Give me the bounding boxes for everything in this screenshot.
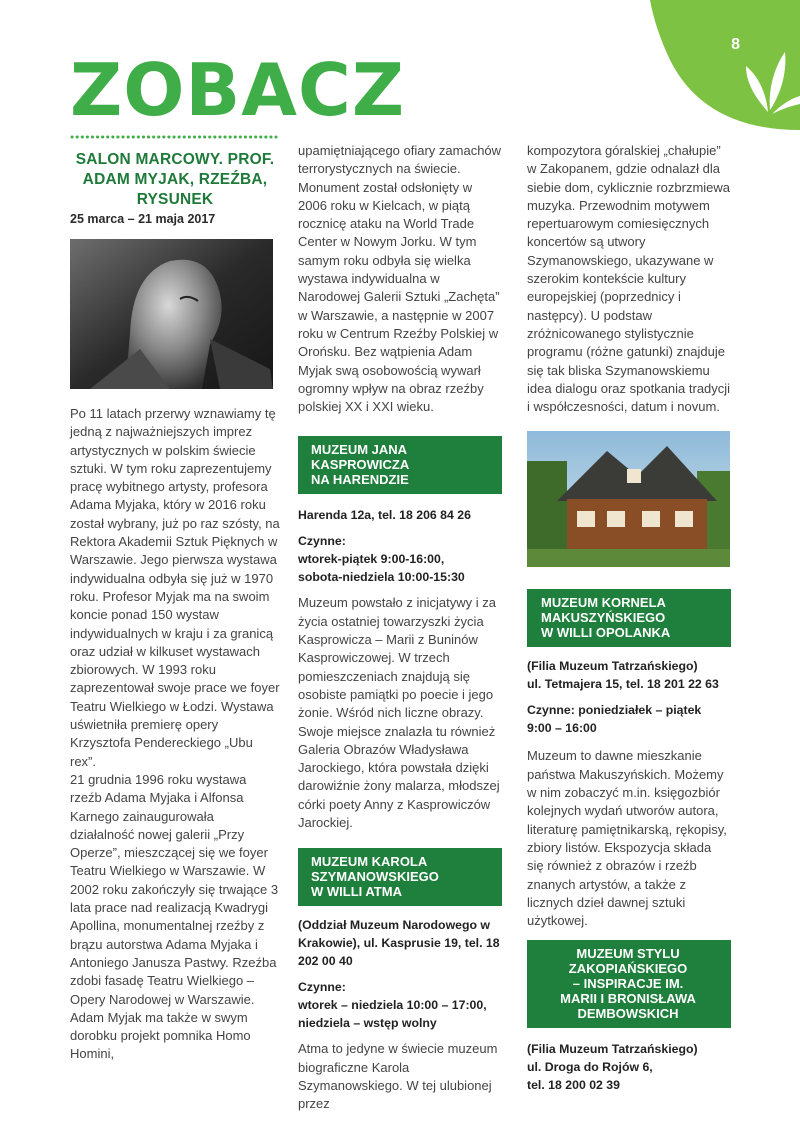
museum-description-continued: kompozytora góralskiej „chałupie” w Zakopanem, gdzie odnalazł dla siebie dom, cyklicznie rozbrzmiewa muzyka. Przewodnim motywem repertuarowym comiesięcznych koncertów są utwory Szymanowskiego, ukazywane w szerokim kontekście kultury europejskiej (poprzednicy i następcy). U podstaw zróżnicowanego stylistycznie programu (różne gatunki) znajduje się tak bliska Szymanowskiemu idea dialogu oraz spotkania tradycji i współczesności, datum i novum. [527, 143, 731, 415]
museum-name-line: MUZEUM KAROLA [311, 854, 428, 870]
museum-address: (Filia Muzeum Tatrzańskiego) ul. Tetmajera 15, tel. 18 201 22 63 [527, 659, 719, 692]
dotted-divider [70, 134, 278, 140]
museum-name-line: DEMBOWSKICH [577, 1006, 679, 1022]
event-description-continued: upamiętniającego ofiary zamachów terrorystycznych na świecie. Monument został odsłonięty w 2006 roku w Kielcach, w piątą rocznicę ataku na World Trade Center w Nowym Jorku. W tym samym roku odbyła się wielka wystawa indywidualna w Narodowej Galerii Sztuki „Zachęta” w Warszawie, a następnie w 2007 roku w Centrum Rzeźby Polskiej w Orońsku. Bez wątpienia Adam Myjak swą osobowością wywarł ogromny wpływ na obraz rzeźby polskiej XX i XXI wieku. [298, 143, 502, 415]
page-corner-tab [650, 0, 800, 130]
museum-name-line: KASPROWICZA [311, 457, 410, 473]
page-number: 8 [731, 36, 740, 53]
column-2 [298, 142, 502, 1114]
museum-hours: Czynne: poniedziałek – piątek 9:00 – 16:00 [527, 703, 702, 736]
museum-hours: Czynne: wtorek-piątek 9:00-16:00, sobota-niedziela 10:00-15:30 [298, 534, 465, 585]
museum-name-line: SZYMANOWSKIEGO [311, 869, 439, 885]
museum-name-line: NA HARENDZIE [311, 472, 409, 488]
museum-name-line: MUZEUM KORNELA [541, 595, 666, 611]
museum-hours: Czynne: wtorek – niedziela 10:00 – 17:00, niedziela – wstęp wolny [298, 980, 487, 1031]
museum-address: (Oddział Muzeum Narodowego w Krakowie), ul. Kasprusie 19, tel. 18 202 00 40 [298, 918, 500, 969]
museum-name-box [298, 848, 502, 906]
column-1 [70, 150, 280, 1064]
museum-name-line: MUZEUM STYLU [576, 946, 680, 962]
museum-address: Harenda 12a, tel. 18 206 84 26 [298, 508, 471, 523]
museum-name-box [527, 589, 731, 647]
museum-description: Muzeum to dawne mieszkanie państwa Makuszyńskich. Możemy w nim zobaczyć m.in. księgozbiór kolejnych wydań utworów autora, literaturę pamiętnikarską, rękopisy, zbiory listów. Ekspozycja składa się również z obrazów i rzeźb znanych artystów, a także z licznych dzieł dawnej sztuki użytkowej. [527, 748, 727, 929]
museum-name-line: W WILLI ATMA [311, 884, 402, 900]
event-dates: 25 marca – 21 maja 2017 [70, 212, 216, 226]
museum-name-line: MAKUSZYŃSKIEGO [541, 610, 666, 626]
museum-name-line: MUZEUM JANA [311, 442, 408, 458]
museum-address: (Filia Muzeum Tatrzańskiego) ul. Droga do Rojów 6, tel. 18 200 02 39 [527, 1042, 698, 1093]
event-description: Po 11 latach przerwy wznawiamy tę jedną z najważniejszych imprez artystycznych w polskim świecie sztuki. W tym roku zaprezentujemy pracę wybitnego artysty, profesora Adama Myjaka, który w 2016 roku został wybrany, już po raz szósty, na Rektora Akademii Sztuk Pięknych w Warszawie. Jego pierwsza wystawa indywidualna odbyła się już w 1970 roku. Profesor Myjak ma na swoim koncie ponad 150 wystaw indywidualnych w kraju i za granicą oraz udział w kilkuset wystawach zbiorowych. W 1993 roku zaprezentował swoje prace we foyer Teatru Wielkiego w Łodzi. Wystawa uświetniła premierę opery Krzysztofa Pendereckiego „Ubu rex”. 21 grudnia 1996 roku wystawa rzeźb Adama Myjaka i Alfonsa Karnego zainaugurowała działalność nowej galerii „Przy Operze”, mieszczącej się we foyer Teatru Wielkiego w Warszawie. W 2002 roku zakończyły się trwające 3 lata prace nad realizacją Kwadrygi Apollina, monumentalnej rzeźby z brązu autorstwa Adama Myjaka i Antoniego Janusza Pastwy. Rzeźba zdobi fasadę Teatru Wielkiego – Opery Narodowej w Warszawie. Adam Myjak ma także w swym dorobku projekt pomnika Homo Homini, [70, 406, 280, 1062]
museum-name-line: W WILLI OPOLANKA [541, 625, 671, 641]
villa-photo [527, 431, 730, 567]
museum-description: Muzeum powstało z inicjatywy i za życia ostatniej towarzyszki życia Kasprowicza – Marii z Buninów Kasprowiczowej. W trzech pomieszczeniach znajdują się osobiste pamiątki po poecie i jego żonie. Wśród nich liczne obrazy. Swoje miejsce znalazła tu również Galeria Obrazów Władysława Jarockiego, która powstała dzięki darowiźnie żony malarza, młodszej córki poety Anny z Kasprowiczów Jarockiej. [298, 595, 500, 831]
museum-description: Atma to jedyne w świecie muzeum biograficzne Karola Szymanowskiego. W tej ulubionej przez [298, 1041, 498, 1112]
museum-name-box [298, 436, 502, 494]
museum-name-box [527, 940, 731, 1028]
sculpture-photo [70, 239, 273, 389]
museum-name-line: ZAKOPIAŃSKIEGO [568, 961, 688, 977]
section-title: ZOBACZ [70, 48, 406, 132]
museum-name-line: – INSPIRACJE IM. [572, 976, 684, 992]
museum-name-line: MARII I BRONISŁAWA [560, 991, 696, 1007]
column-3 [527, 142, 731, 1094]
event-title: SALON MARCOWY. PROF. ADAM MYJAK, RZEŹBA, RYSUNEK [75, 151, 275, 208]
